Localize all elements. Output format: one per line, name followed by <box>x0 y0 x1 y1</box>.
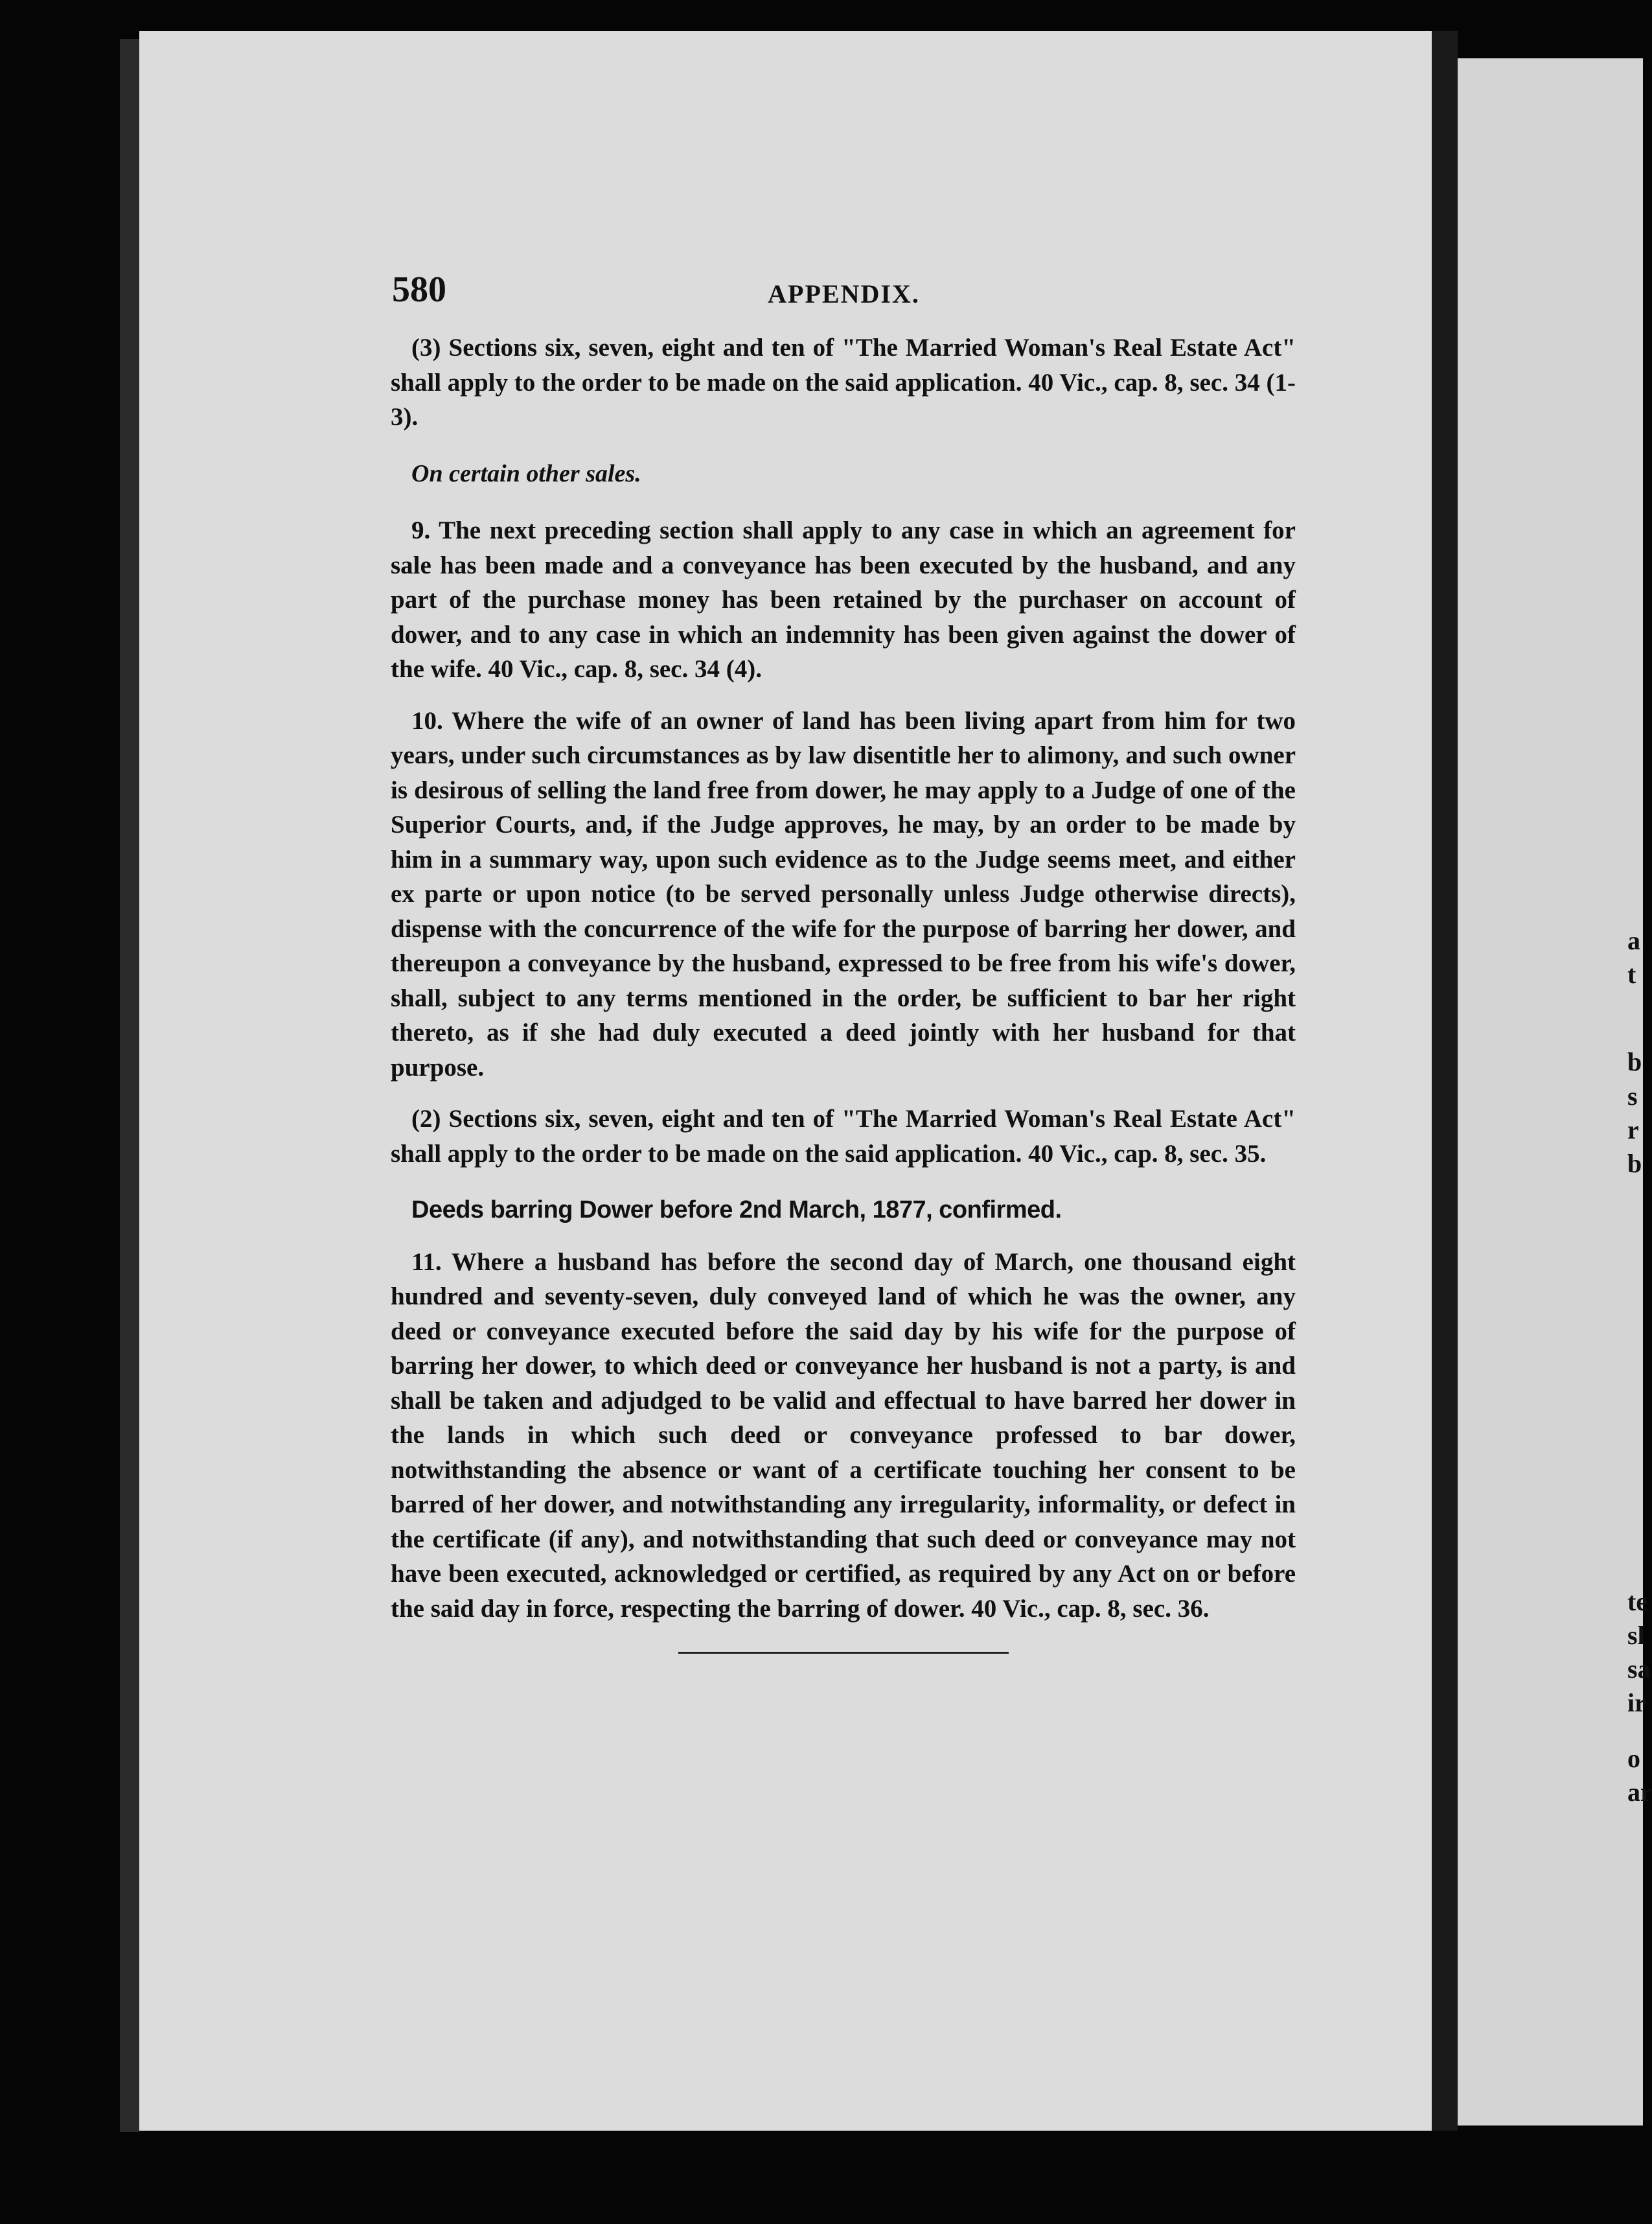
adjacent-page-fragment: a <box>1627 926 1640 955</box>
running-head: APPENDIX. <box>768 279 920 308</box>
adjacent-page-fragment: r <box>1627 1115 1639 1144</box>
section-paragraph: 11. Where a husband has before the second day of March, one thousand eight hundred and seventy-seven, duly conveyed land of which he was the owner, any deed or conveyance executed before the said day by his wife for the purpose of barring her dower, to which deed or conveyance her husband is not a party, is and shall be taken and adjudged to be valid and effectual to have barred her dower in the lands in which such deed or conveyance professed to bar dower, notwithstanding the absence or want of a certificate touching her consent to be barred of her dower, and notwithstanding any irregularity, informality, or defect in the certificate (if any), and notwithstanding that such deed or conveyance may not have been executed, acknowledged or certified, as required by any Act on or before the said day in force, respecting the barring of dower. 40 Vic., cap. 8, sec. 36. <box>391 1247 1296 1623</box>
page-number: 580 <box>392 270 446 310</box>
section-paragraph: 9. The next preceding section shall apply to any case in which an agreement for sale has been made and a conveyance has been executed by the husband, and any part of the purchase money has been retained by the purchaser on account of dower, and to any case in which an indemnity has been given against the dower of the wife. 40 Vic., cap. 8, sec. 34 (4). <box>391 516 1296 683</box>
adjacent-page-fragment: s <box>1627 1082 1638 1111</box>
closing-rule <box>678 1652 1009 1654</box>
adjacent-page-fragment: sl <box>1627 1621 1645 1650</box>
page-body <box>391 330 1296 1654</box>
adjacent-page-fragment: sa <box>1627 1654 1651 1684</box>
adjacent-page <box>1458 58 1643 2126</box>
side-heading: On certain other sales. <box>411 459 641 487</box>
adjacent-page-fragment: b <box>1627 1149 1642 1178</box>
page-gutter-shadow <box>1432 31 1458 2131</box>
scan-left-edge <box>120 39 139 2132</box>
adjacent-page-fragment: ir <box>1627 1688 1646 1717</box>
page-header <box>392 269 1296 314</box>
section-paragraph: 10. Where the wife of an owner of land has been living apart from him for two years, under such circumstances as by law disentitle her to alimony, and such owner is desirous of selling the land free from dower, he may apply to a Judge of one of the Superior Courts, and, if the Judge approves, he may, by an order to be made by him in a summary way, upon such evidence as to the Judge seems meet, and either ex parte or upon notice (to be served personally unless Judge otherwise directs), dispense with the concurrence of the wife for the purpose of barring her dower, and thereupon a conveyance by the husband, expressed to be free from his wife's dower, shall, subject to any terms mentioned in the order, be sufficient to bar her right thereto, as if she had duly executed a deed jointly with her husband for that purpose. <box>391 706 1296 1082</box>
scan-bottom-margin <box>0 2132 1643 2224</box>
adjacent-page-fragment: b <box>1627 1047 1642 1076</box>
adjacent-page-fragment: t <box>1627 960 1636 989</box>
section-heading: Deeds barring Dower before 2nd March, 1877, confirmed. <box>411 1196 1062 1223</box>
subsection-paragraph: (2) Sections six, seven, eight and ten of "The Married Woman's Real Estate Act" shall apply to the order to be made on the said application. 40 Vic., cap. 8, sec. 35. <box>391 1105 1296 1168</box>
adjacent-page-fragment: te <box>1627 1587 1648 1616</box>
adjacent-page-fragment: ar <box>1627 1778 1652 1807</box>
subsection-paragraph: (3) Sections six, seven, eight and ten of "The Married Woman's Real Estate Act" shall apply to the order to be made on the said application. 40 Vic., cap. 8, sec. 34 (1-3). <box>391 334 1296 431</box>
adjacent-page-fragment: o <box>1627 1744 1640 1773</box>
